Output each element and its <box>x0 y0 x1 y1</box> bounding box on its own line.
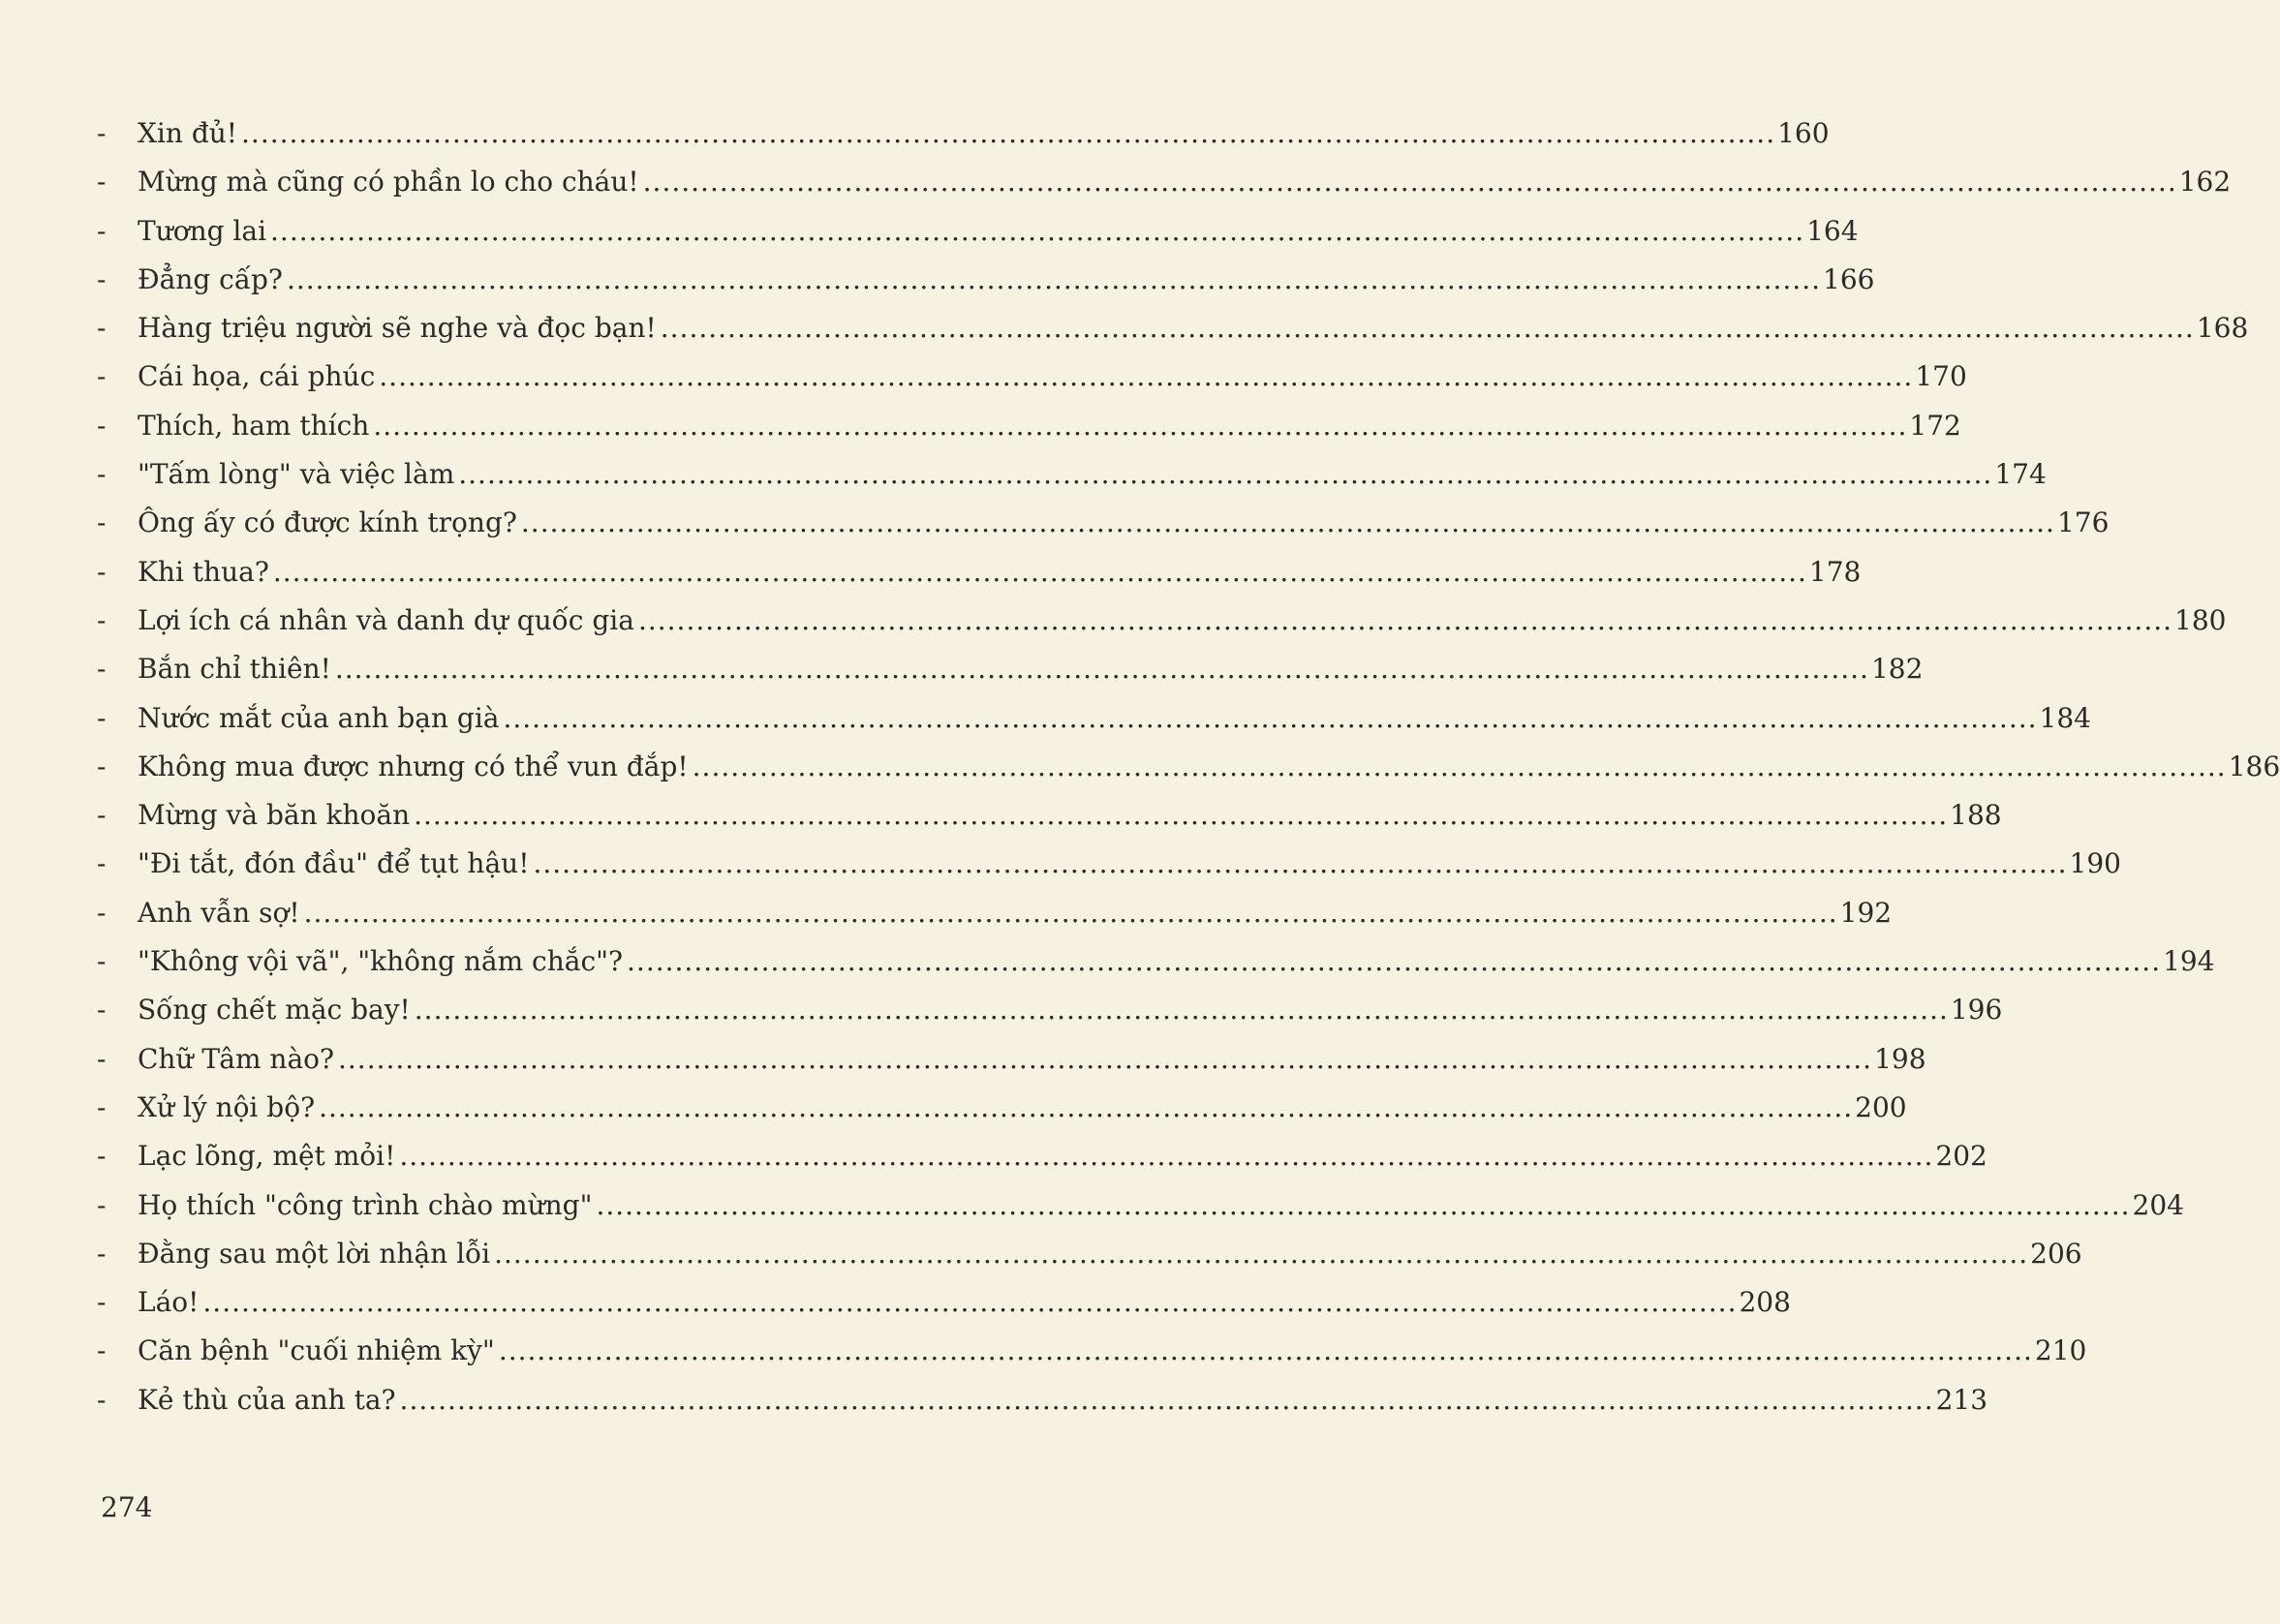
toc-entry-title: Đẳng cấp? <box>138 262 283 295</box>
toc-entry <box>97 603 2227 656</box>
toc-entry-bullet: - <box>97 409 107 442</box>
toc-entry-title: Lợi ích cá nhân và danh dự quốc gia <box>138 603 634 636</box>
toc-entry-page: 162 <box>2178 166 2232 199</box>
toc-entry-title: Họ thích "công trình chào mừng" <box>138 1188 593 1221</box>
toc-entry-bullet: - <box>97 262 107 295</box>
toc-entry-bullet: - <box>97 360 107 393</box>
toc-entry-leader: ................................................................................................................................................................ <box>642 166 2177 199</box>
toc-entry-page: 170 <box>1915 360 1967 393</box>
toc-entry-leader: ................................................................................................................................................................ <box>202 1286 1738 1319</box>
toc-entry <box>97 653 1924 704</box>
toc-entry <box>97 1042 1926 1094</box>
toc-entry-page: 172 <box>1909 409 1961 442</box>
toc-entry-title: Xử lý nội bộ? <box>138 1090 316 1123</box>
toc-entry-leader: ................................................................................................................................................................ <box>373 409 1908 442</box>
toc-entry-leader: ................................................................................................................................................................ <box>399 1140 1934 1173</box>
toc-entry-page: 166 <box>1823 262 1875 295</box>
toc-entry-leader: ................................................................................................................................................................ <box>660 312 2195 345</box>
toc-entry-page: 204 <box>2132 1188 2184 1221</box>
toc-entry-page: 208 <box>1739 1286 1791 1319</box>
toc-entry-title: Hàng triệu người sẽ nghe và đọc bạn! <box>138 312 657 345</box>
toc-entry-leader: ................................................................................................................................................................ <box>414 799 1949 832</box>
toc-entry-title: Thích, ham thích <box>138 409 370 442</box>
toc-entry-page: 182 <box>1870 653 1924 686</box>
toc-entry-title: "Không vội vã", "không nắm chắc"? <box>138 945 624 978</box>
toc-entry <box>97 555 1862 607</box>
toc-entry-title: Căn bệnh "cuối nhiệm kỳ" <box>138 1334 495 1367</box>
toc-entry-bullet: - <box>97 945 107 978</box>
toc-entry-leader: ................................................................................................................................................................ <box>338 1042 1873 1075</box>
toc-entry-page: 200 <box>1855 1090 1907 1123</box>
toc-entry-title: Chữ Tâm nào? <box>138 1042 334 1075</box>
toc-entry-bullet: - <box>97 1188 107 1221</box>
toc-entry <box>97 458 2047 509</box>
toc-entry-leader: ................................................................................................................................................................ <box>533 847 2068 880</box>
toc-entry-title: Mừng và băn khoăn <box>138 799 411 832</box>
toc-entry-bullet: - <box>97 701 107 734</box>
toc-entry-page: 213 <box>1935 1383 1988 1416</box>
toc-entry-page: 192 <box>1839 896 1893 929</box>
toc-entry-leader: ................................................................................................................................................................ <box>334 653 1869 686</box>
toc-entry-bullet: - <box>97 750 107 782</box>
toc-entry <box>97 994 2003 1045</box>
toc-entry <box>97 1188 2184 1241</box>
toc-entry <box>97 1286 1791 1337</box>
toc-entry-bullet: - <box>97 1042 107 1075</box>
page-number: 274 <box>101 1491 153 1523</box>
toc-entry-bullet: - <box>97 1237 107 1270</box>
toc-entry-bullet: - <box>97 458 107 491</box>
toc-entry-page: 202 <box>1935 1140 1987 1173</box>
toc-entry <box>97 1237 2082 1289</box>
toc-entry-title: Nước mắt của anh bạn già <box>138 701 500 734</box>
toc-entry-bullet: - <box>97 1286 107 1319</box>
toc-list <box>97 117 2280 1435</box>
toc-entry-title: "Tấm lòng" và việc làm <box>138 458 455 491</box>
toc-entry-title: "Đi tắt, đón đầu" để tụt hậu! <box>138 847 530 880</box>
toc-entry-page: 188 <box>1950 799 2002 832</box>
toc-entry-page: 168 <box>2196 312 2249 345</box>
toc-entry-bullet: - <box>97 166 107 199</box>
toc-entry <box>97 896 1893 948</box>
toc-entry <box>97 799 2002 850</box>
toc-entry <box>97 945 2215 996</box>
toc-entry <box>97 1140 1987 1191</box>
toc-entry-page: 206 <box>2030 1237 2082 1270</box>
toc-entry-page: 180 <box>2174 603 2227 636</box>
toc-entry-page: 194 <box>2163 945 2215 978</box>
toc-entry-bullet: - <box>97 117 107 149</box>
toc-entry-leader: ................................................................................................................................................................ <box>241 117 1776 149</box>
toc-entry-page: 164 <box>1806 214 1859 247</box>
toc-entry <box>97 701 2091 753</box>
toc-entry-title: Cái họa, cái phúc <box>138 360 376 393</box>
toc-entry-title: Láo! <box>138 1286 200 1319</box>
toc-entry-leader: ................................................................................................................................................................ <box>596 1188 2131 1221</box>
toc-entry <box>97 214 1859 266</box>
table-of-contents <box>97 117 2280 1435</box>
toc-entry-leader: ................................................................................................................................................................ <box>520 506 2055 539</box>
toc-entry-bullet: - <box>97 994 107 1026</box>
toc-entry-leader: ................................................................................................................................................................ <box>414 994 1949 1026</box>
toc-entry-bullet: - <box>97 555 107 588</box>
toc-entry <box>97 1383 1988 1435</box>
toc-entry-title: Đằng sau một lời nhận lỗi <box>138 1237 491 1270</box>
toc-entry-bullet: - <box>97 799 107 832</box>
toc-entry-bullet: - <box>97 214 107 247</box>
toc-entry-leader: ................................................................................................................................................................ <box>270 214 1805 247</box>
toc-entry-bullet: - <box>97 847 107 880</box>
toc-entry-title: Ông ấy có được kính trọng? <box>138 506 517 539</box>
toc-entry-bullet: - <box>97 312 107 345</box>
toc-entry-leader: ................................................................................................................................................................ <box>503 701 2038 734</box>
toc-entry-bullet: - <box>97 896 107 929</box>
toc-entry-title: Không mua được nhưng có thể vun đắp! <box>138 750 689 782</box>
toc-entry-leader: ................................................................................................................................................................ <box>399 1383 1934 1416</box>
toc-entry-leader: ................................................................................................................................................................ <box>692 750 2227 782</box>
toc-entry-page: 160 <box>1777 117 1830 149</box>
toc-entry-leader: ................................................................................................................................................................ <box>498 1334 2033 1367</box>
toc-entry-title: Kẻ thù của anh ta? <box>138 1383 396 1416</box>
toc-entry-page: 176 <box>2056 506 2110 539</box>
toc-entry-page: 174 <box>1994 458 2047 491</box>
toc-entry-leader: ................................................................................................................................................................ <box>272 555 1807 588</box>
toc-entry-bullet: - <box>97 1090 107 1123</box>
toc-entry-bullet: - <box>97 1140 107 1173</box>
toc-entry <box>97 506 2110 558</box>
toc-entry-leader: ................................................................................................................................................................ <box>637 603 2173 636</box>
toc-entry-page: 186 <box>2228 750 2280 782</box>
toc-entry <box>97 312 2249 363</box>
toc-entry-page: 178 <box>1808 555 1862 588</box>
toc-entry-leader: ................................................................................................................................................................ <box>458 458 1993 491</box>
toc-entry-page: 210 <box>2034 1334 2087 1367</box>
toc-entry-title: Lạc lõng, mệt mỏi! <box>138 1140 396 1173</box>
toc-entry-title: Bắn chỉ thiên! <box>138 653 331 686</box>
toc-entry <box>97 166 2232 217</box>
toc-entry-title: Tương lai <box>138 214 267 247</box>
toc-entry-bullet: - <box>97 1383 107 1416</box>
toc-entry-title: Khi thua? <box>138 555 269 588</box>
toc-entry-leader: ................................................................................................................................................................ <box>627 945 2162 978</box>
toc-entry <box>97 1334 2087 1386</box>
toc-entry-page: 190 <box>2069 847 2121 880</box>
toc-entry-leader: ................................................................................................................................................................ <box>286 262 1821 295</box>
toc-entry-leader: ................................................................................................................................................................ <box>494 1237 2029 1270</box>
toc-entry-bullet: - <box>97 1334 107 1367</box>
toc-entry-bullet: - <box>97 603 107 636</box>
toc-entry-title: Anh vẫn sợ! <box>138 896 300 929</box>
toc-entry-title: Sống chết mặc bay! <box>138 994 411 1026</box>
toc-entry-title: Mừng mà cũng có phần lo cho cháu! <box>138 166 639 199</box>
toc-entry-page: 184 <box>2039 701 2091 734</box>
toc-entry <box>97 750 2280 802</box>
toc-entry <box>97 1090 1907 1143</box>
toc-entry-bullet: - <box>97 506 107 539</box>
toc-entry <box>97 117 1830 169</box>
toc-entry <box>97 262 1875 315</box>
toc-entry-leader: ................................................................................................................................................................ <box>319 1090 1854 1123</box>
toc-entry-bullet: - <box>97 653 107 686</box>
toc-entry-title: Xin đủ! <box>138 117 238 149</box>
toc-entry-page: 196 <box>1950 994 2003 1026</box>
toc-entry <box>97 847 2121 899</box>
toc-entry-leader: ................................................................................................................................................................ <box>379 360 1914 393</box>
toc-entry <box>97 360 1967 412</box>
toc-entry-leader: ................................................................................................................................................................ <box>303 896 1838 929</box>
toc-entry <box>97 409 1961 461</box>
toc-entry-page: 198 <box>1874 1042 1926 1075</box>
